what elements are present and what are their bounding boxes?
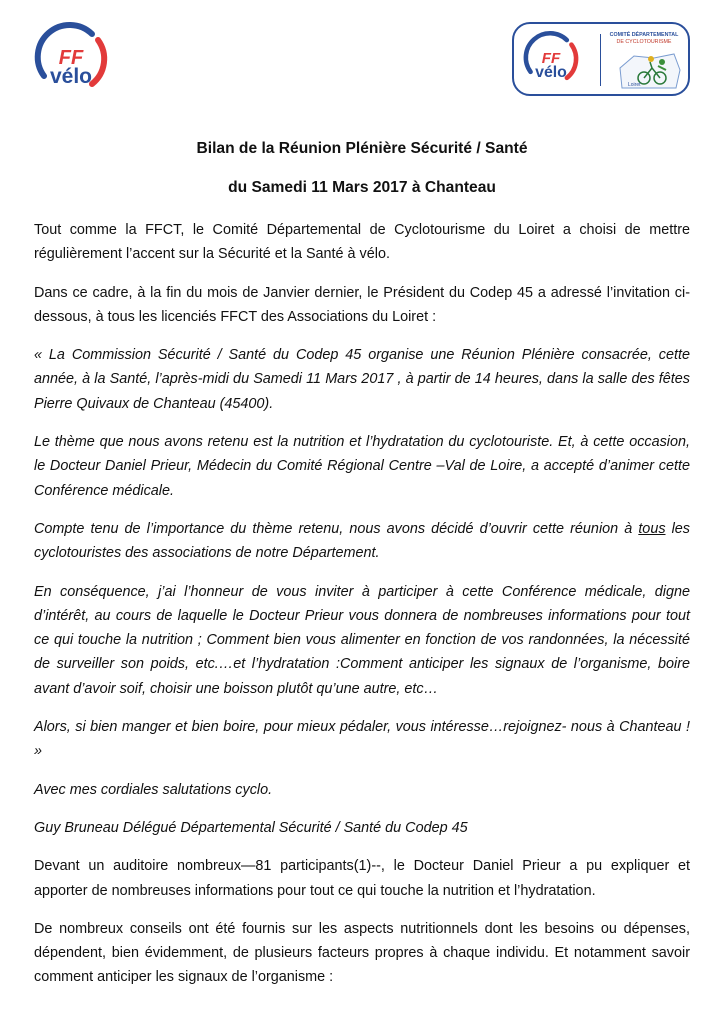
paragraph-audience: Devant un auditoire nombreux—81 participants(1)--, le Docteur Daniel Prieur a pu expliquer et apporter de nombreuses informations pour tout ce qui touche la nutrition et l’hydratation. xyxy=(34,858,690,899)
loiret-label: Loiret xyxy=(628,82,641,88)
paragraph-theme: Le thème que nous avons retenu est la nutrition et l’hydratation du cyclotouriste. Et, à cette occasion, le Docteur Daniel Prieur, Médecin du Comité Régional Centre –Val de Loire, a accepté d’animer cette Conférence médicale. xyxy=(34,434,690,499)
paragraph-intro: Tout comme la FFCT, le Comité Départemental de Cyclotourisme du Loiret a choisi de mettre régulièrement l’accent sur la Sécurité et la Santé à vélo. xyxy=(34,222,690,263)
paragraph-signature: Guy Bruneau Délégué Départemental Sécurité / Santé du Codep 45 xyxy=(34,819,468,836)
document-body xyxy=(34,218,690,1004)
paragraph-greetings: Avec mes cordiales salutations cyclo. xyxy=(34,781,273,798)
cyclists-illustration xyxy=(614,48,684,92)
comite-line2: DE CYCLOTOURISME xyxy=(616,38,672,45)
velo-text: vélo xyxy=(49,65,93,88)
document-title: Bilan de la Réunion Plénière Sécurité / Santé xyxy=(196,140,528,157)
comite-line1: COMITÉ DÉPARTEMENTAL xyxy=(609,32,679,38)
ffvelo-logo xyxy=(30,18,112,100)
svg-text:vélo: vélo xyxy=(535,64,567,82)
document-subtitle: du Samedi 11 Mars 2017 à Chanteau xyxy=(228,179,496,196)
paragraph-advice: De nombreux conseils ont été fournis sur les aspects nutritionnels dont les besoins ou dépenses, dépendent, bien évidemment, de plusieurs facteurs propres à chaque individu. Et notamment savoir comment anticiper les signaux de l’organisme : xyxy=(34,920,690,986)
codep-logo xyxy=(512,22,690,96)
paragraph-join: Alors, si bien manger et bien boire, pour mieux pédaler, vous intéresse…rejoignez- nous à Chanteau ! » xyxy=(34,719,690,760)
comite-label xyxy=(604,32,684,45)
underlined-word: tous xyxy=(638,520,666,537)
ff-text: FF xyxy=(58,47,84,69)
ffvelo-mini-logo xyxy=(520,28,582,90)
paragraph-open-meeting: Compte tenu de l’importance du thème retenu, nous avons décidé d’ouvrir cette réunion à tous les cyclotouristes des associations de notre Département. xyxy=(34,520,690,562)
svg-text:FF: FF xyxy=(541,49,561,67)
logo-divider xyxy=(600,34,601,86)
paragraph-conference: En conséquence, j’ai l’honneur de vous inviter à participer à cette Conférence médicale, digne d’intérêt, au cours de laquelle le Docteur Prieur vous donnera de nombreuses informations pour tout ce qui touche la nutrition ; Comment bien vous alimenter en fonction de vos randonnées, la nécessité de surveiller son poids, etc.…et l’hydratation :Comment anticiper les signaux de l’organisme, boire avant d’avoir soif, choisir une boisson plutôt qu’une autre, etc… xyxy=(34,583,690,697)
paragraph-context: Dans ce cadre, à la fin du mois de Janvier dernier, le Président du Codep 45 a adressé l’invitation ci- dessous, à tous les licenciés FFCT des Associations du Loiret : xyxy=(34,284,690,325)
paragraph-invitation: « La Commission Sécurité / Santé du Codep 45 organise une Réunion Plénière consacrée, cette année, à la Santé, l’après-midi du Samedi 11 Mars 2017 , à partir de 14 heures, dans la salle des fêtes Pierre Quivaux de Chanteau (45400). xyxy=(34,347,690,412)
